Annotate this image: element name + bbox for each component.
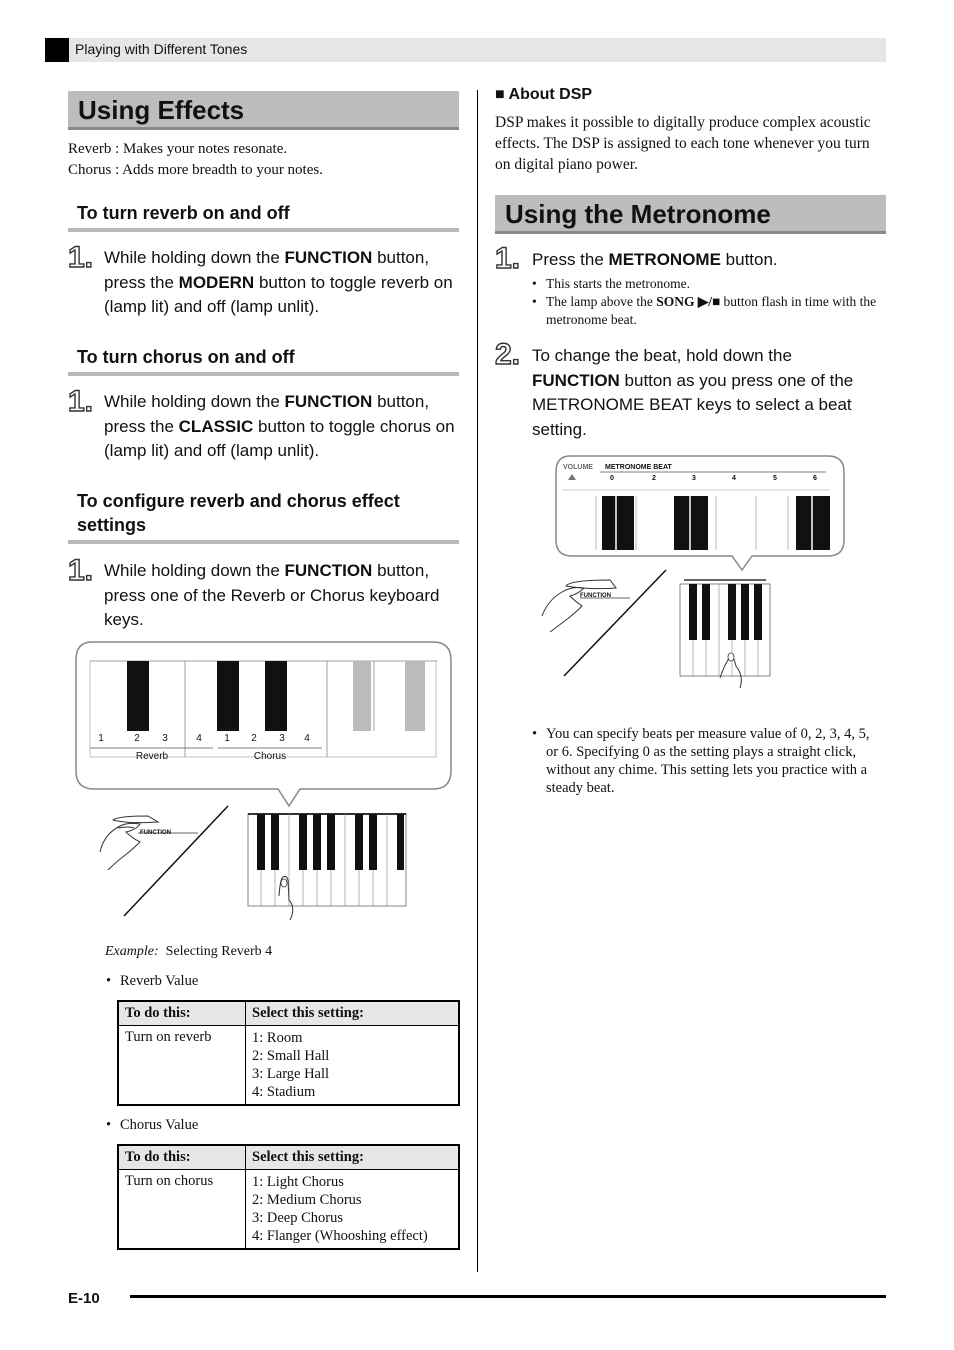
- reverb-group-label: Reverb: [135, 751, 169, 762]
- dsp-heading: About DSP: [508, 86, 593, 103]
- text: While holding down the: [104, 248, 285, 267]
- chorus-step-text: [104, 390, 459, 464]
- song-keyword: SONG ▶/■: [656, 294, 721, 309]
- example-label: Example:: [105, 944, 159, 959]
- table-header-row: [118, 1145, 459, 1170]
- beat-number-3: 3: [692, 475, 696, 482]
- reverb-value-label: • Reverb Value: [106, 973, 198, 990]
- metronome-step2-text: [532, 344, 877, 442]
- chorus-heading: To turn chorus on and off: [77, 347, 295, 367]
- chorus-value-list: [106, 1117, 198, 1134]
- table-cell-action: Turn on chorus: [118, 1170, 246, 1250]
- dsp-text: DSP makes it possible to digitally produce complex acoustic effects. The DSP is assigned to each tone whenever you turn on digital piano power.: [495, 114, 871, 173]
- chorus-number-3: 3: [279, 733, 285, 744]
- chorus-table: [117, 1144, 460, 1250]
- table-row: [118, 1170, 459, 1250]
- text: Press the: [532, 250, 609, 269]
- hand-and-function-button: [542, 580, 630, 632]
- text: button as you press one of the METRONOME BEAT keys to select a beat setting.: [532, 370, 854, 439]
- table-header-row: [118, 1001, 459, 1026]
- setting-item: 1: Light Chorus: [252, 1174, 344, 1190]
- classic-keyword: CLASSIC: [178, 416, 254, 436]
- reverb-number-1: 1: [98, 733, 104, 744]
- table-cell-settings: [246, 1026, 460, 1106]
- footer-rule: [130, 1295, 886, 1298]
- step-number: 1.: [68, 554, 94, 587]
- reverb-table: [117, 1000, 460, 1106]
- beat-number-2: 2: [652, 475, 656, 482]
- text: button flash in time with the metronome beat.: [546, 294, 877, 327]
- reverb-number-4: 4: [196, 733, 202, 744]
- hand-and-function-button: [100, 816, 198, 870]
- text: button, press the: [104, 392, 430, 436]
- modern-keyword: MODERN: [178, 272, 255, 292]
- effects-title-bar: [68, 91, 459, 130]
- chorus-number-1: 1: [224, 733, 230, 744]
- note-item: • You can specify beats per measure value of 0, 2, 3, 4, 5, or 6. Specifying 0 as the setting plays a straight click, without any chime. This setting lets you practice with a steady beat.: [532, 725, 882, 797]
- example-text: Selecting Reverb 4: [165, 944, 273, 959]
- mini-keyboard: [680, 580, 770, 688]
- dsp-heading-row: [495, 86, 592, 104]
- function-keyword: FUNCTION: [284, 248, 373, 267]
- heading-rule: [68, 372, 459, 376]
- text: button, press one of the Reverb or Chorus keyboard keys.: [104, 561, 440, 629]
- section-title: Playing with Different Tones: [75, 41, 248, 57]
- example-caption: [105, 944, 272, 960]
- step-number: 1.: [68, 241, 94, 274]
- volume-label: VOLUME: [563, 464, 593, 471]
- reverb-heading: To turn reverb on and off: [77, 203, 290, 223]
- chorus-definition: Chorus : Adds more breadth to your notes.: [68, 162, 323, 178]
- function-keyword: FUNCTION: [284, 392, 373, 411]
- text: button.: [720, 250, 778, 269]
- effects-keyboard-diagram: [68, 638, 460, 920]
- table-header-cell: To do this:: [118, 1001, 246, 1026]
- beat-number-6: 6: [813, 475, 817, 482]
- metronome-beat-label: METRONOME BEAT: [605, 464, 672, 471]
- square-bullet-icon: ■: [495, 86, 505, 103]
- function-keyword: FUNCTION: [532, 370, 620, 390]
- header-marker: [45, 38, 69, 62]
- note-item: • This starts the metronome.: [532, 275, 884, 293]
- setting-item: 3: Large Hall: [252, 1066, 330, 1082]
- reverb-definition: Reverb : Makes your notes resonate.: [68, 141, 288, 157]
- metronome-notes: [532, 725, 882, 797]
- setting-item: 4: Flanger (Whooshing effect): [252, 1228, 428, 1244]
- setting-item: 2: Medium Chorus: [252, 1192, 362, 1208]
- reverb-step-text: [104, 246, 459, 320]
- reverb-number-3: 3: [162, 733, 168, 744]
- table-row: [118, 1026, 459, 1106]
- column-divider: [477, 90, 478, 1272]
- table-header-cell: To do this:: [118, 1145, 246, 1170]
- table-header-cell: Select this setting:: [246, 1001, 460, 1026]
- heading-rule: [68, 228, 459, 232]
- chorus-number-2: 2: [251, 733, 257, 744]
- page-number: E-10: [68, 1290, 100, 1307]
- text: While holding down the: [104, 392, 285, 411]
- beat-number-4: 4: [732, 475, 736, 482]
- chorus-number-4: 4: [304, 733, 310, 744]
- effects-title: Using Effects: [78, 95, 245, 125]
- metronome-keyword: METRONOME: [608, 250, 721, 269]
- setting-item: 4: Stadium: [252, 1084, 316, 1100]
- text: button to toggle chorus on (lamp lit) and off (lamp unlit).: [104, 416, 455, 460]
- config-heading: To configure reverb and chorus effect settings: [77, 491, 400, 535]
- step-number: 1.: [68, 385, 94, 418]
- beat-number-5: 5: [773, 475, 777, 482]
- table-header-cell: Select this setting:: [246, 1145, 460, 1170]
- function-button-label: FUNCTION: [140, 830, 171, 836]
- text: The lamp above the: [546, 294, 657, 309]
- function-keyword: FUNCTION: [284, 561, 373, 580]
- function-button-label: FUNCTION: [580, 593, 611, 599]
- metronome-step1-notes: [532, 275, 884, 329]
- chorus-group-label: Chorus: [253, 751, 287, 762]
- text: button, press the: [104, 248, 430, 292]
- chorus-value-label: • Chorus Value: [106, 1117, 198, 1134]
- step-number: 2.: [495, 338, 521, 371]
- beat-number-0: 0: [610, 475, 614, 482]
- metronome-title-bar: [495, 195, 886, 234]
- config-step-text: [104, 559, 459, 633]
- heading-rule: [68, 540, 459, 544]
- metronome-title: Using the Metronome: [505, 199, 771, 229]
- text: While holding down the: [104, 561, 285, 580]
- table-cell-action: Turn on reverb: [118, 1026, 246, 1106]
- table-cell-settings: [246, 1170, 460, 1250]
- mini-keyboard: [248, 814, 406, 920]
- text: To change the beat, hold down the: [532, 346, 792, 365]
- setting-item: 1: Room: [252, 1030, 303, 1046]
- metronome-step1-text: [532, 248, 882, 273]
- step-number: 1.: [495, 242, 521, 275]
- metronome-keyboard-diagram: [530, 452, 850, 688]
- text: button to toggle reverb on (lamp lit) and off (lamp unlit).: [104, 272, 453, 316]
- note-item: [532, 293, 884, 329]
- reverb-value-list: [106, 973, 198, 990]
- setting-item: 2: Small Hall: [252, 1048, 330, 1064]
- setting-item: 3: Deep Chorus: [252, 1210, 344, 1226]
- reverb-number-2: 2: [134, 733, 140, 744]
- effects-definitions: [68, 139, 468, 181]
